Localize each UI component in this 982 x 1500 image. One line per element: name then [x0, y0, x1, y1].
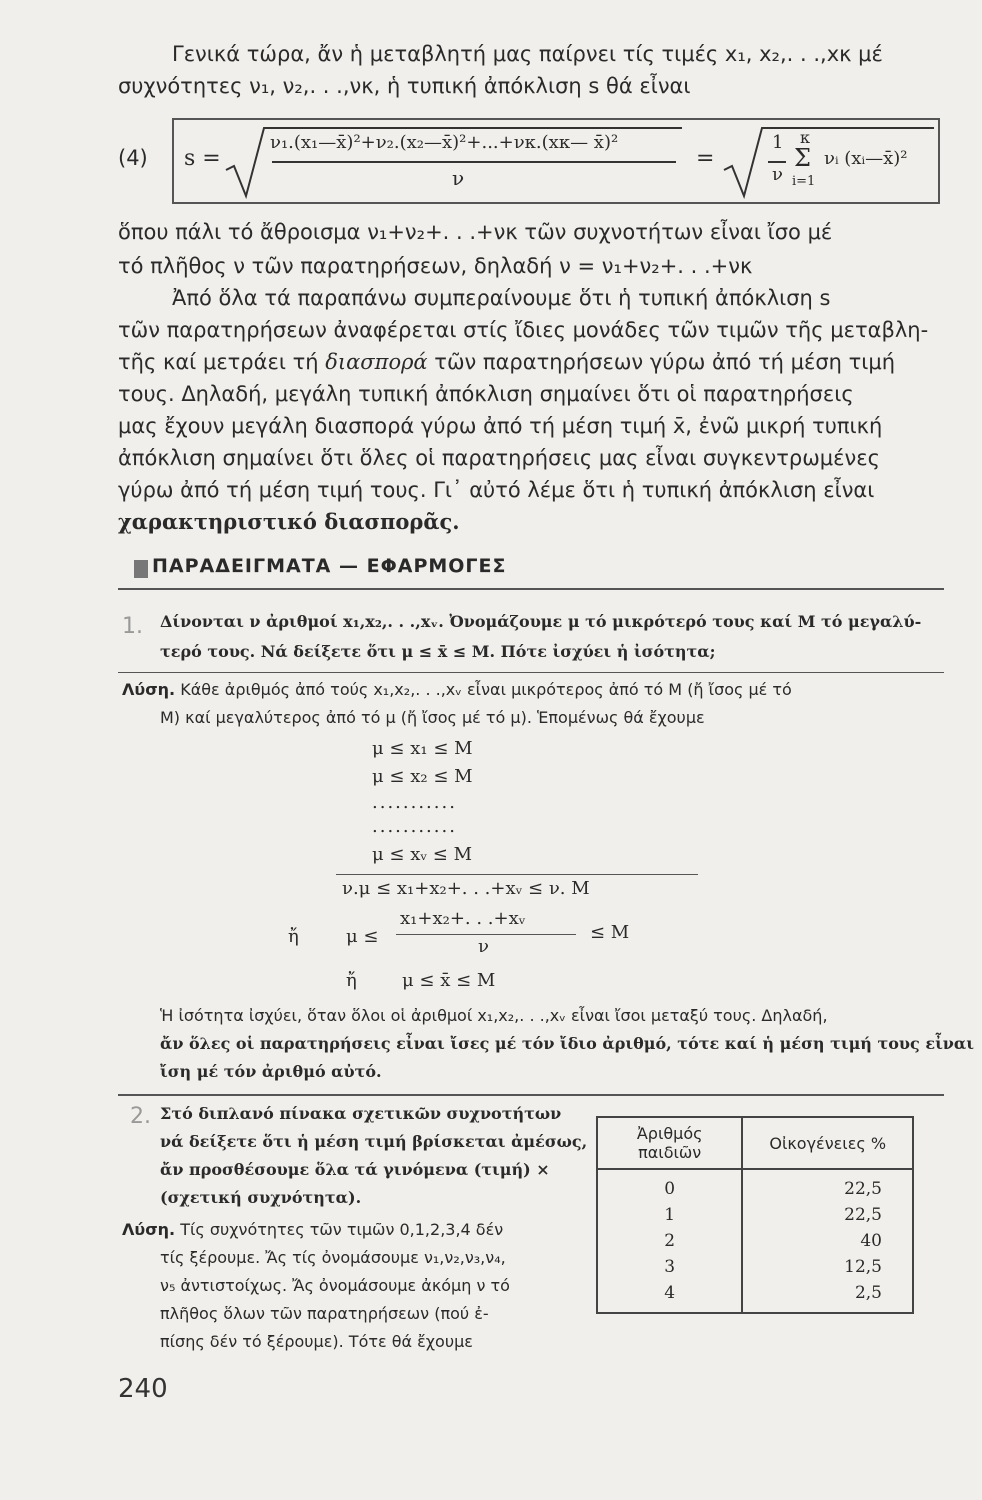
cell-children: 2	[597, 1228, 742, 1254]
le-M: ≤ Μ	[590, 922, 630, 943]
mean-fraction-bar	[396, 934, 576, 935]
dots-2: ...........	[372, 816, 457, 837]
inequality-2: μ ≤ x₂ ≤ Μ	[372, 766, 473, 787]
para-line-5-b: τῶν παρατηρήσεων γύρω ἀπό τή μέση τιμή	[427, 350, 896, 374]
table-header-row	[597, 1117, 913, 1169]
rhs-frac-den: ν	[772, 164, 783, 185]
example-1-solution-line-1	[122, 676, 792, 704]
formula-numerator: ν₁.(x₁—x̄)²+ν₂.(x₂—x̄)²+...+νκ.(xκ— x̄)²	[270, 132, 619, 153]
solution-label-2: Λύση.	[122, 1220, 176, 1239]
table-row	[597, 1280, 913, 1313]
cell-children: 3	[597, 1254, 742, 1280]
table-row	[597, 1228, 913, 1254]
example-1-equality-1: Ἡ ἰσότητα ἰσχύει, ὅταν ὅλοι οἱ ἀριθμοί x₁,x₂,. . .,xᵥ εἶναι ἴσοι μεταξύ τους. Δηλαδή,	[160, 1006, 828, 1025]
example-1-solution-text-1: Κάθε ἀριθμός ἀπό τούς x₁,x₂,. . .,xᵥ εἶναι μικρότερος ἀπό τό Μ (ἤ ἴσος μέ τό	[175, 680, 792, 699]
emphasis-dispersion: διασπορά	[325, 350, 428, 374]
cell-pct: 22,5	[742, 1202, 913, 1228]
table-header-children	[597, 1117, 742, 1169]
example-2-question-2: νά δείξετε ὅτι ἡ μέση τιμή βρίσκεται ἀμέσως,	[160, 1132, 588, 1151]
formula-equals: =	[696, 146, 715, 171]
mean-fraction-numerator: x₁+x₂+. . .+xᵥ	[400, 908, 526, 929]
formula-label: (4)	[118, 146, 148, 170]
example-1-number: 1.	[122, 614, 143, 639]
mu-le: μ ≤	[346, 926, 379, 947]
example-2-solution-line-2: τίς ξέρουμε. Ἄς τίς ὀνομάσουμε ν₁,ν₂,ν₃,ν₄,	[160, 1248, 506, 1267]
inequality-1: μ ≤ x₁ ≤ Μ	[372, 738, 473, 759]
example-2-solution-line-3: ν₅ ἀντιστοίχως. Ἄς ὀνομάσουμε ἀκόμη ν τό	[160, 1276, 510, 1295]
para-line-9: γύρω ἀπό τή μέση τιμή τους. Γι᾽ αὐτό λέμε ὅτι ἡ τυπική ἀπόκλιση εἶναι	[118, 478, 875, 502]
final-inequality: μ ≤ x̄ ≤ Μ	[402, 970, 496, 991]
para-line-10: χαρακτηριστικό διασπορᾶς.	[118, 509, 460, 534]
example-1-rule	[118, 672, 944, 673]
table-row	[597, 1169, 913, 1202]
example-2-number: 2.	[130, 1104, 151, 1129]
cell-children: 1	[597, 1202, 742, 1228]
table-row	[597, 1254, 913, 1280]
example-2-solution-line-1	[122, 1216, 503, 1244]
cell-pct: 40	[742, 1228, 913, 1254]
sum-top: κ	[800, 128, 810, 147]
table-header-children-line-2: παιδιῶν	[638, 1143, 702, 1162]
rhs-frac-num: 1	[772, 132, 784, 153]
example-2-question-3: ἄν προσθέσουμε ὅλα τά γινόμενα (τιμή) ×	[160, 1160, 550, 1179]
example-2-rule	[118, 1094, 944, 1096]
formula-denominator: ν	[452, 166, 465, 190]
sum-inequality: ν.μ ≤ x₁+x₂+. . .+xᵥ ≤ ν. Μ	[342, 878, 590, 899]
intro-line-2: συχνότητες ν₁, ν₂,. . .,νκ, ἡ τυπική ἀπόκλιση s θά εἶναι	[118, 74, 691, 98]
sum-sign: Σ	[794, 144, 811, 172]
table-header-children-line-1: Ἀριθμός	[636, 1124, 703, 1143]
example-1-question-1: Δίνονται ν ἀριθμοί x₁,x₂,. . .,xᵥ. Ὀνομάζουμε μ τό μικρότερό τους καί Μ τό μεγαλύ-	[160, 612, 922, 631]
para-line-3: Ἀπό ὅλα τά παραπάνω συμπεραίνουμε ὅτι ἡ τυπική ἀπόκλιση s	[172, 286, 831, 310]
cell-pct: 22,5	[742, 1169, 913, 1202]
formula-lhs: s =	[184, 146, 221, 171]
para-line-4: τῶν παρατηρήσεων ἀναφέρεται στίς ἴδιες μονάδες τῶν τιμῶν τῆς μεταβλη-	[118, 318, 929, 342]
example-2-question-1: Στό διπλανό πίνακα σχετικῶν συχνοτήτων	[160, 1104, 562, 1123]
intro-line-1: Γενικά τώρα, ἄν ἡ μεταβλητή μας παίρνει τίς τιμές x₁, x₂,. . .,xκ μέ	[172, 42, 883, 66]
para-line-5	[118, 346, 948, 378]
example-1-equality-3: ἴση μέ τόν ἀριθμό αὐτό.	[160, 1062, 382, 1081]
example-2-solution-line-5: πίσης δέν τό ξέρουμε). Τότε θά ἔχουμε	[160, 1332, 473, 1351]
example-2-question-4: (σχετική συχνότητα).	[160, 1188, 362, 1207]
section-rule	[118, 588, 944, 590]
cell-pct: 2,5	[742, 1280, 913, 1313]
rhs-term: νᵢ (xᵢ—x̄)²	[824, 148, 908, 169]
cell-children: 4	[597, 1280, 742, 1313]
section-marker	[134, 560, 148, 578]
example-1-question-2: τερό τους. Νά δείξετε ὅτι μ ≤ x̄ ≤ Μ. Πότε ἰσχύει ἡ ἰσότητα;	[160, 642, 716, 661]
solution-label-1: Λύση.	[122, 680, 176, 699]
sum-rule	[336, 874, 698, 875]
example-2-solution-line-4: πλῆθος ὅλων τῶν παρατηρήσεων (πού ἐ-	[160, 1304, 489, 1323]
cell-children: 0	[597, 1169, 742, 1202]
dots-1: ...........	[372, 792, 457, 813]
para-line-5-a: τῆς καί μετράει τή	[118, 350, 326, 374]
or-label-2: ἤ	[346, 970, 357, 991]
para-line-8: ἀπόκλιση σημαίνει ὅτι ὅλες οἱ παρατηρήσεις μας εἶναι συγκεντρωμένες	[118, 446, 880, 470]
example-2-solution-text-1: Τίς συχνότητες τῶν τιμῶν 0,1,2,3,4 δέν	[175, 1220, 504, 1239]
example-1-solution-line-2: Μ) καί μεγαλύτερος ἀπό τό μ (ἤ ἴσος μέ τό μ). Ἑπομένως θά ἔχουμε	[160, 708, 705, 727]
or-label-1: ἤ	[288, 926, 299, 947]
cell-pct: 12,5	[742, 1254, 913, 1280]
para-line-6: τους. Δηλαδή, μεγάλη τυπική ἀπόκλιση σημαίνει ὅτι οἱ παρατηρήσεις	[118, 382, 854, 406]
table-row	[597, 1202, 913, 1228]
table-header-families: Οἰκογένειες %	[742, 1117, 913, 1169]
page-number: 240	[118, 1374, 168, 1404]
para-line-1: ὅπου πάλι τό ἄθροισμα ν₁+ν₂+. . .+νκ τῶν συχνοτήτων εἶναι ἴσο μέ	[118, 220, 833, 244]
sum-bottom: i=1	[792, 174, 816, 189]
formula-box	[172, 118, 940, 204]
frequency-table	[596, 1116, 914, 1314]
inequality-3: μ ≤ xᵥ ≤ Μ	[372, 844, 473, 865]
section-heading: ΠΑΡΑΔΕΙΓΜΑΤΑ — ΕΦΑΡΜΟΓΕΣ	[152, 555, 507, 577]
example-1-equality-2: ἄν ὅλες οἱ παρατηρήσεις εἶναι ἴσες μέ τόν ἴδιο ἀριθμό, τότε καί ἡ μέση τιμή τους εἶναι	[160, 1034, 974, 1053]
para-line-2: τό πλῆθος ν τῶν παρατηρήσεων, δηλαδή ν = ν₁+ν₂+. . .+νκ	[118, 254, 753, 278]
mean-fraction-denominator: ν	[478, 936, 489, 957]
para-line-7: μας ἔχουν μεγάλη διασπορά γύρω ἀπό τή μέση τιμή x̄, ἐνῶ μικρή τυπική	[118, 414, 883, 438]
